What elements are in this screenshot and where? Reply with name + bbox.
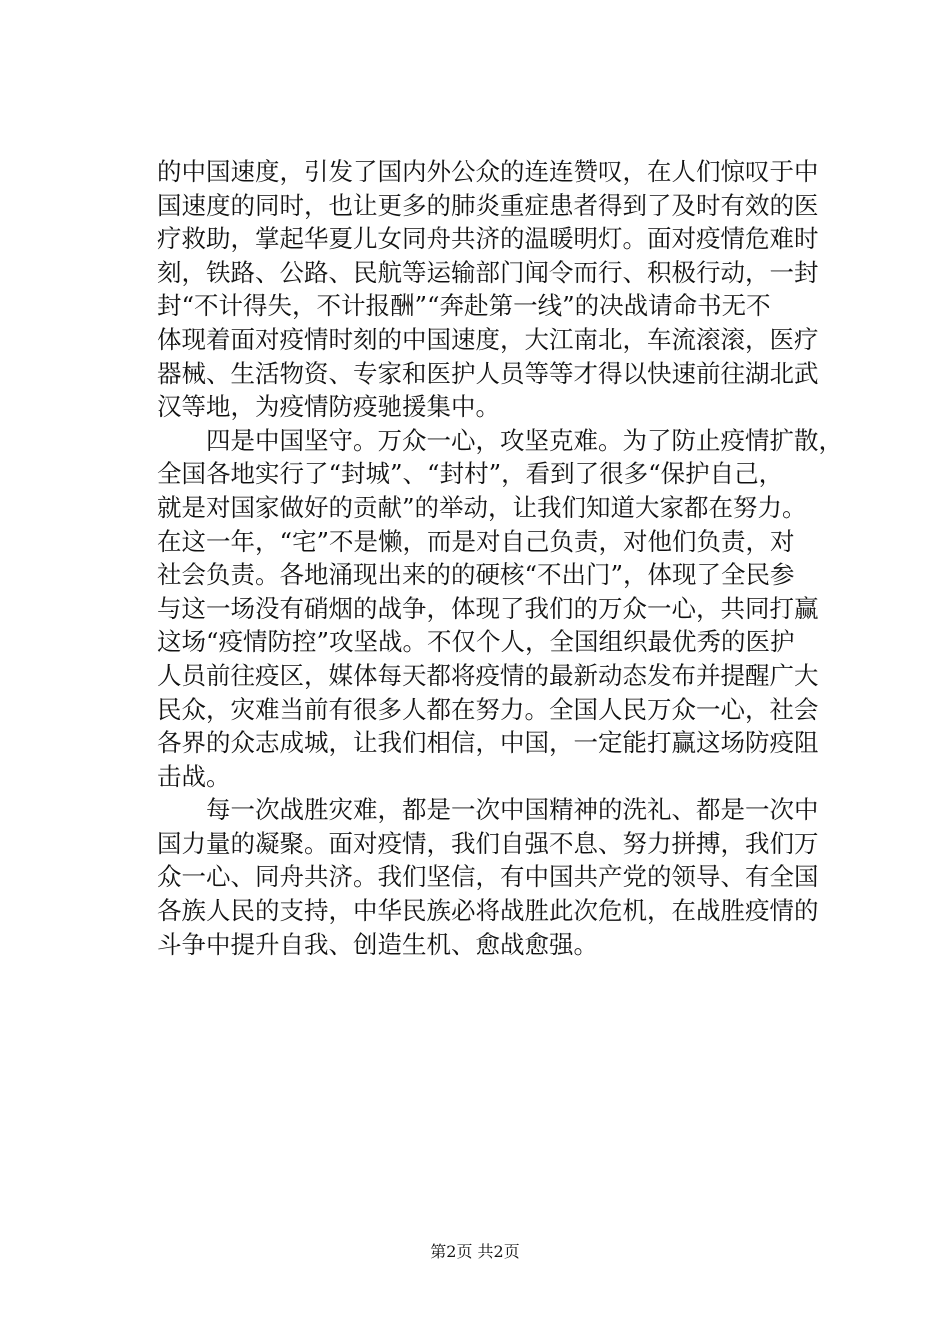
- page-number: 第2页 共2页: [430, 1242, 520, 1261]
- text-line: 这场“疫情防控”攻坚战。不仅个人，全国组织最优秀的医护: [157, 627, 795, 657]
- text-line: 四是中国坚守。万众一心，攻坚克难。为了防止疫情扩散，: [206, 425, 843, 455]
- text-line: 汉等地，为疫情防疫驰援集中。: [157, 392, 500, 422]
- text-line: 民众，灾难当前有很多人都在努力。全国人民万众一心，社会: [157, 694, 819, 724]
- text-line: 全国各地实行了“封城”、“封村”，看到了很多“保护自己，: [157, 459, 784, 489]
- text-line: 国速度的同时，也让更多的肺炎重症患者得到了及时有效的医: [157, 190, 819, 220]
- page-footer: [0, 1241, 950, 1263]
- text-line: 各族人民的支持，中华民族必将战胜此次危机，在战胜疫情的: [157, 896, 819, 926]
- text-line: 斗争中提升自我、创造生机、愈战愈强。: [157, 929, 598, 959]
- text-line: 与这一场没有硝烟的战争，体现了我们的万众一心，共同打赢: [157, 593, 819, 623]
- text-line: 的中国速度，引发了国内外公众的连连赞叹，在人们惊叹于中: [157, 157, 819, 186]
- text-line: 社会负责。各地涌现出来的的硬核“不出门”，体现了全民参: [157, 560, 795, 590]
- text-line: 疗救助，掌起华夏儿女同舟共济的温暖明灯。面对疫情危难时: [157, 224, 819, 254]
- text-line: 人员前往疫区，媒体每天都将疫情的最新动态发布并提醒广大: [157, 660, 819, 690]
- text-line: 器械、生活物资、专家和医护人员等等才得以快速前往湖北武: [157, 358, 819, 388]
- text-line: 各界的众志成城，让我们相信，中国，一定能打赢这场防疫阻: [157, 728, 819, 758]
- text-line: 刻，铁路、公路、民航等运输部门闻令而行、积极行动，一封: [157, 257, 819, 287]
- document-body: [157, 155, 843, 961]
- text-line: 国力量的凝聚。面对疫情，我们自强不息、努力拼搏，我们万: [157, 828, 819, 858]
- text-line: 封“不计得失，不计报酬”“奔赴第一线”的决战请命书无不: [157, 291, 771, 321]
- text-line: 就是对国家做好的贡献”的举动，让我们知道大家都在努力。: [157, 492, 807, 522]
- text-line: 众一心、同舟共济。我们坚信，有中国共产党的领导、有全国: [157, 862, 819, 892]
- text-line: 在这一年，“宅”不是懒，而是对自己负责，对他们负责，对: [157, 526, 795, 556]
- text-line: 每一次战胜灾难，都是一次中国精神的洗礼、都是一次中: [206, 795, 819, 825]
- text-line: 击战。: [157, 761, 231, 791]
- text-line: 体现着面对疫情时刻的中国速度，大江南北，车流滚滚，医疗: [157, 324, 819, 354]
